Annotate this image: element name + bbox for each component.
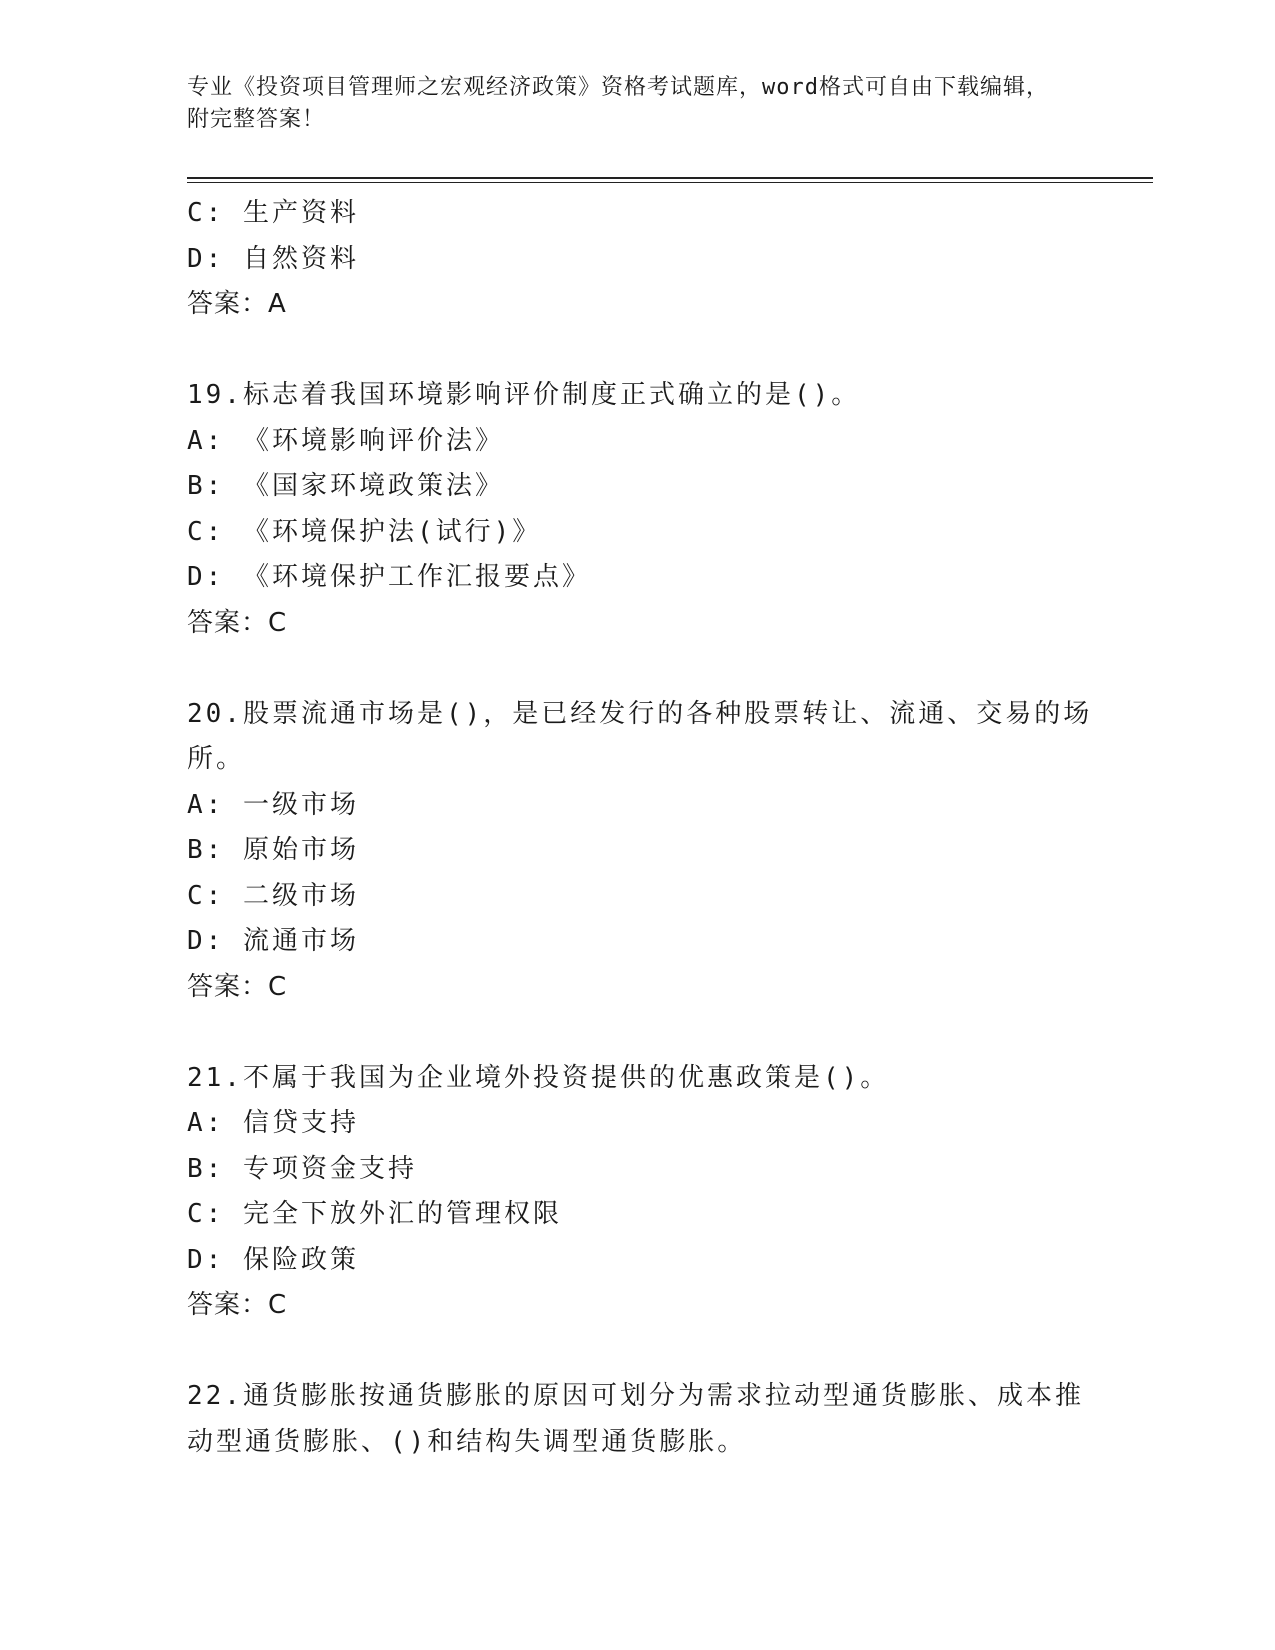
question-stem-line-1: 20.股票流通市场是()，是已经发行的各种股票转让、流通、交易的场 — [187, 698, 1093, 729]
question-20 — [187, 692, 1093, 1011]
question-spacer — [187, 328, 1087, 374]
answer-line: 答案：C — [187, 971, 288, 1002]
question-stem: 19.标志着我国环境影响评价制度正式确立的是()。 — [187, 380, 861, 410]
header-divider-thin — [187, 182, 1153, 183]
option-a: A: 信贷支持 — [187, 1108, 359, 1138]
question-22 — [187, 1374, 1087, 1465]
option-b: B: 专项资金支持 — [187, 1153, 417, 1184]
option-c: C: 《环境保护法(试行)》 — [187, 516, 542, 547]
option-d: D: 《环境保护工作汇报要点》 — [187, 562, 591, 592]
option-d: D: 自然资料 — [187, 243, 359, 274]
answer-line: 答案：C — [187, 607, 288, 638]
question-19 — [187, 373, 1087, 646]
question-spacer — [187, 1010, 1087, 1056]
option-d: D: 保险政策 — [187, 1244, 359, 1275]
question-stem-line-2: 所。 — [187, 744, 246, 774]
answer-line: 答案：A — [187, 289, 287, 319]
question-stem-line-1: 22.通货膨胀按通货膨胀的原因可划分为需求拉动型通货膨胀、成本推 — [187, 1381, 1084, 1411]
question-list — [187, 191, 1093, 1465]
option-a: A: 《环境影响评价法》 — [187, 425, 504, 456]
question-18-tail — [187, 191, 1087, 328]
option-c: C: 完全下放外汇的管理权限 — [187, 1199, 562, 1229]
document-header: 专业《投资项目管理师之宏观经济政策》资格考试题库，word格式可自由下载编辑，附完整答案！ — [187, 75, 1049, 132]
option-b: B: 《国家环境政策法》 — [187, 471, 504, 501]
option-c: C: 二级市场 — [187, 880, 359, 911]
question-21 — [187, 1056, 1087, 1329]
option-b: B: 原始市场 — [187, 835, 359, 865]
question-stem: 21.不属于我国为企业境外投资提供的优惠政策是()。 — [187, 1062, 890, 1093]
question-stem-line-2: 动型通货膨胀、()和结构失调型通货膨胀。 — [187, 1426, 747, 1457]
header-divider-thick — [187, 177, 1153, 179]
answer-line: 答案：C — [187, 1290, 288, 1320]
question-spacer — [187, 1329, 1087, 1375]
option-d: D: 流通市场 — [187, 926, 359, 956]
option-c: C: 生产资料 — [187, 198, 359, 228]
option-a: A: 一级市场 — [187, 789, 359, 820]
question-spacer — [187, 646, 1087, 692]
